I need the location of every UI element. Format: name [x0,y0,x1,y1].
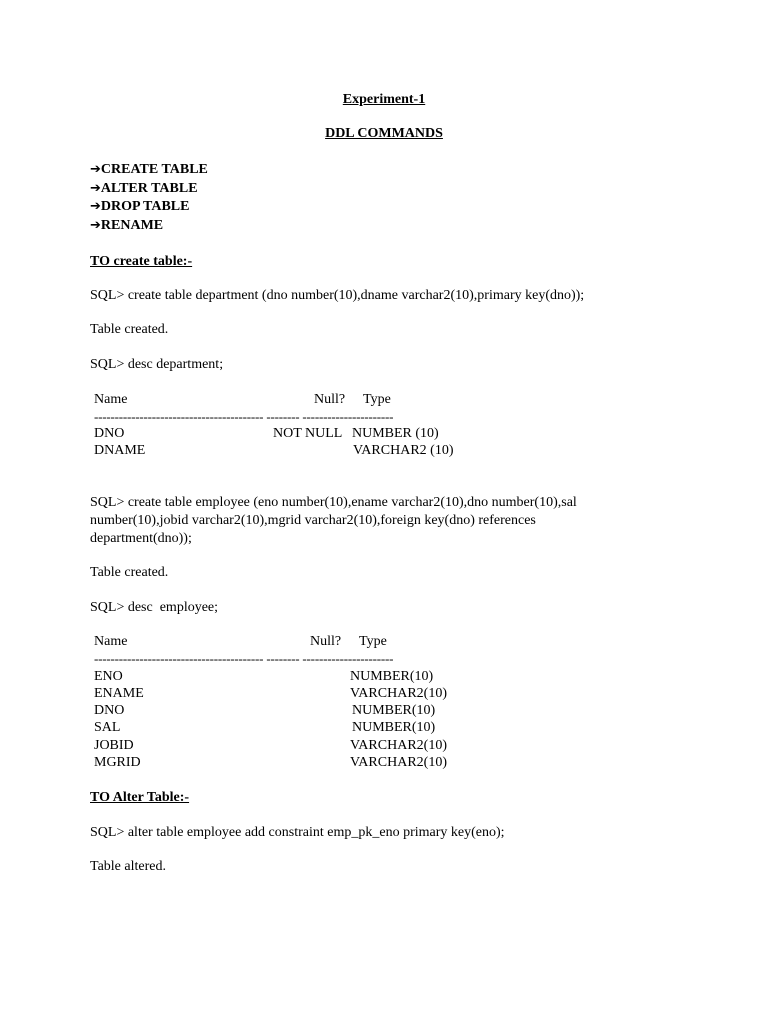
arrow-icon: ➔ [90,181,101,196]
table-cell-name: MGRID [94,755,141,770]
column-header-type: Type [363,392,391,407]
sql-result: Table created. [90,565,169,580]
arrow-icon: ➔ [90,199,101,214]
column-header-null: Null? [314,392,346,407]
sql-result: Table altered. [90,859,166,874]
table-cell-type: VARCHAR2(10) [350,738,447,753]
command-item: ➔DROP TABLE [90,199,190,214]
table-cell-type: NUMBER(10) [350,669,434,684]
table-cell-name: DNO [94,426,125,441]
table-cell-name: DNO [94,703,125,718]
alter-table-heading: TO Alter Table:- [90,790,190,805]
table-cell-type: NUMBER(10) [352,703,436,718]
column-header-null: Null? [310,634,342,649]
table-cell-type: VARCHAR2(10) [350,686,447,701]
sql-statement: SQL> create table department (dno number(10),dname varchar2(10),primary key(dno)); [90,288,585,303]
sql-statement-line: department(dno)); [90,531,192,546]
table-cell-type: VARCHAR2 (10) [353,443,454,458]
column-header-name: Name [94,392,128,407]
sql-statement: SQL> desc employee; [90,600,219,615]
command-item: ➔RENAME [90,218,164,233]
table-cell-type: NUMBER(10) [352,720,436,735]
table-cell-name: ENAME [94,686,144,701]
table-cell-name: SAL [94,720,121,735]
command-item: ➔ALTER TABLE [90,181,198,196]
sql-statement: SQL> alter table employee add constraint emp_pk_eno primary key(eno); [90,825,505,840]
experiment-title: Experiment-1 [342,92,426,107]
sql-statement-line: number(10),jobid varchar2(10),mgrid varchar2(10),foreign key(dno) references [90,513,536,528]
arrow-icon: ➔ [90,162,101,177]
command-item: ➔CREATE TABLE [90,162,208,177]
sql-result: Table created. [90,322,169,337]
arrow-icon: ➔ [90,218,101,233]
create-table-heading: TO create table:- [90,254,193,269]
column-header-name: Name [94,634,128,649]
table-cell-type: NUMBER (10) [352,426,439,441]
header-divider: ----------------------------------------- -------- ---------------------- [94,409,394,424]
header-divider: ----------------------------------------- -------- ---------------------- [94,651,394,666]
table-cell-name: JOBID [94,738,134,753]
column-header-type: Type [359,634,387,649]
section-title: DDL COMMANDS [325,126,443,141]
table-cell-name: DNAME [94,443,146,458]
table-cell-type: VARCHAR2(10) [350,755,447,770]
sql-statement: SQL> desc department; [90,357,224,372]
sql-statement-line: SQL> create table employee (eno number(10),ename varchar2(10),dno number(10),sal [90,495,577,510]
table-cell-name: ENO [94,669,123,684]
table-cell-null: NOT NULL [273,426,343,441]
